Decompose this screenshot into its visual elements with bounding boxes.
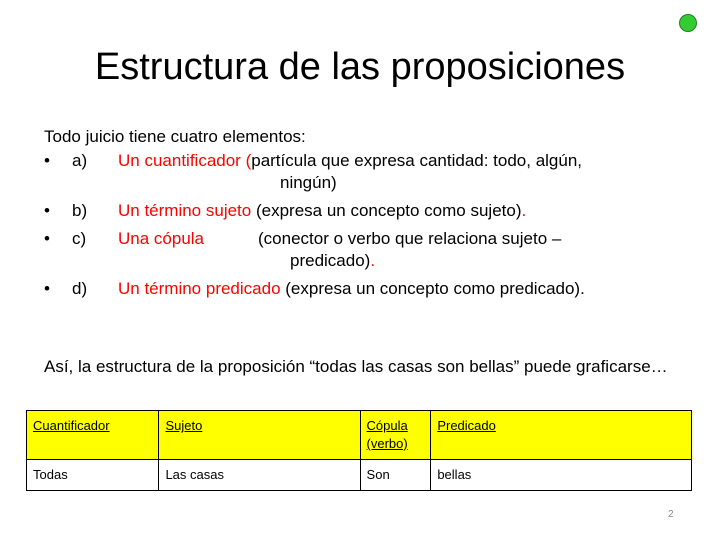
item-term: Un cuantificador ( [118,151,252,170]
item-term: Un término sujeto [118,201,252,220]
slide-title: Estructura de las proposiciones [94,46,626,88]
header-cell: Cuantificador [27,411,159,460]
item-description: (expresa un concepto como sujeto) [251,201,522,220]
header-cell: Cópula (verbo) [360,411,431,460]
item-term: Un término predicado [118,279,281,298]
item-letter: d) [72,279,88,298]
bullet: • [44,201,50,220]
list-item-b [44,200,694,222]
table-row [27,460,692,491]
bullet: • [44,279,50,298]
table-cell: bellas [431,460,692,491]
item-tail: . [370,251,376,270]
item-description: partícula que expresa cantidad: todo, algún, [251,151,583,170]
item-description: (expresa un concepto como predicado). [280,279,585,298]
table-header-row [27,411,692,460]
item-letter: c) [72,229,87,248]
item-letter: a) [72,151,88,170]
table-cell: Las casas [159,460,360,491]
bullet: • [44,229,50,248]
header-cell: Predicado [431,411,692,460]
example-paragraph: Así, la estructura de la proposición “todas las casas son bellas” puede graficarse… [44,357,668,376]
item-description-cont: ningún) [280,173,337,192]
header-cell: Sujeto [159,411,360,460]
slide-content [44,126,694,378]
item-letter: b) [72,201,88,220]
list-item-c [44,228,694,272]
status-indicator-icon [679,14,697,32]
page-number: 2 [668,509,674,520]
list-item-d [44,278,694,300]
table-cell: Todas [27,460,159,491]
item-description: (conector o verbo que relaciona sujeto – [258,229,562,248]
item-term: Una cópula [118,229,205,248]
list-item-a [44,150,694,194]
item-tail: . [521,201,527,220]
table-cell: Son [360,460,431,491]
intro-text: Todo juicio tiene cuatro elementos: [44,127,306,146]
proposition-table [26,410,692,491]
item-description-cont: predicado) [290,251,371,270]
bullet: • [44,151,50,170]
